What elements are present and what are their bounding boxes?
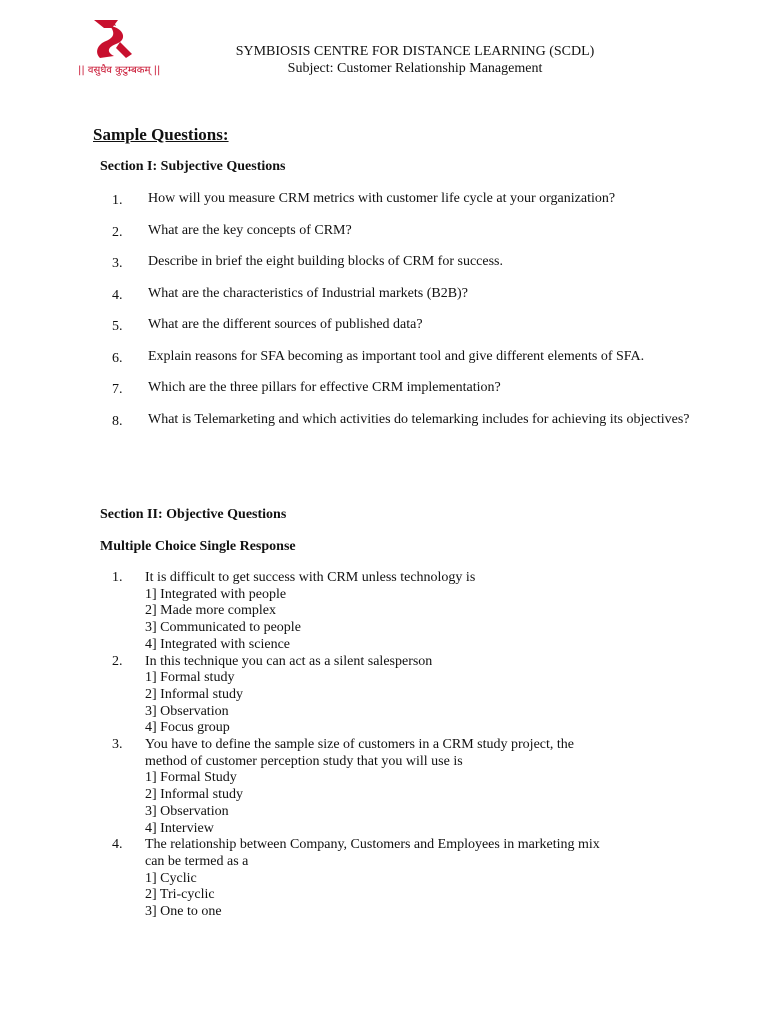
answer-option: 1] Cyclic <box>145 870 197 886</box>
question-text: You have to define the sample size of customers in a CRM study project, the <box>145 737 574 753</box>
question-number: 1. <box>112 193 123 208</box>
answer-option: 3] Communicated to people <box>145 620 301 636</box>
question-text: Which are the three pillars for effective CRM implementation? <box>148 380 501 395</box>
question-number: 7. <box>112 382 123 397</box>
question-number: 6. <box>112 350 123 366</box>
question-number: 4. <box>112 287 123 303</box>
question-text: The relationship between Company, Customers and Employees in marketing mix <box>145 837 600 853</box>
subject-line: Subject: Customer Relationship Management <box>287 61 543 76</box>
question-number: 3. <box>112 256 123 271</box>
symbiosis-logo <box>78 18 161 78</box>
question-text: How will you measure CRM metrics with customer life cycle at your organization? <box>148 191 616 206</box>
question-text: It is difficult to get success with CRM unless technology is <box>145 570 476 585</box>
answer-option: 2] Informal study <box>145 787 243 803</box>
list-item <box>100 222 720 239</box>
logo-motto: || वसुधैव कुटुम्बकम् || <box>78 65 161 76</box>
answer-option: 3] One to one <box>145 904 222 920</box>
section-2-subtitle: Multiple Choice Single Response <box>100 539 296 554</box>
answer-option: 2] Informal study <box>145 686 243 702</box>
question-number: 2. <box>112 653 123 669</box>
question-number: 2. <box>112 224 123 240</box>
answer-option: 4] Focus group <box>145 720 230 736</box>
answer-option: 1] Integrated with people <box>145 586 287 602</box>
answer-option: 1] Formal Study <box>145 770 237 786</box>
list-item <box>100 348 720 365</box>
question-text: can be termed as a <box>145 853 249 869</box>
question-number: 3. <box>112 737 123 753</box>
answer-option: 2] Made more complex <box>145 603 277 619</box>
question-number: 1. <box>112 570 123 585</box>
logo-emblem-icon <box>90 18 136 60</box>
question-text: What are the characteristics of Industrial markets (B2B)? <box>148 285 468 301</box>
question-number: 4. <box>112 837 123 853</box>
list-item <box>100 411 720 428</box>
objective-question-list <box>100 570 720 921</box>
question-number: 8. <box>112 413 123 429</box>
list-item <box>100 379 720 396</box>
question-text: Describe in brief the eight building blocks of CRM for success. <box>148 254 503 269</box>
list-item <box>100 654 720 738</box>
list-item <box>100 737 720 837</box>
list-item <box>100 837 720 921</box>
answer-option: 2] Tri-cyclic <box>145 887 215 903</box>
subjective-question-list <box>100 190 720 442</box>
question-text: Explain reasons for SFA becoming as important tool and give different elements of SFA. <box>148 348 645 364</box>
institution-name: SYMBIOSIS CENTRE FOR DISTANCE LEARNING (SCDL) <box>235 44 595 59</box>
question-number: 5. <box>112 319 123 334</box>
list-item <box>100 253 720 270</box>
list-item <box>100 285 720 302</box>
question-text: What are the key concepts of CRM? <box>148 222 352 238</box>
answer-option: 1] Formal study <box>145 670 235 686</box>
section-1-title: Section I: Subjective Questions <box>100 159 286 174</box>
page-title: Sample Questions: <box>93 125 229 144</box>
question-text: What are the different sources of published data? <box>148 317 423 332</box>
section-2-title: Section II: Objective Questions <box>100 507 287 522</box>
answer-option: 4] Integrated with science <box>145 636 290 652</box>
answer-option: 3] Observation <box>145 803 229 819</box>
answer-option: 3] Observation <box>145 703 229 719</box>
question-text: In this technique you can act as a silent salesperson <box>145 653 433 669</box>
question-text: method of customer perception study that you will use is <box>145 753 463 769</box>
list-item <box>100 316 720 333</box>
list-item <box>100 190 720 207</box>
answer-option: 4] Interview <box>145 820 214 836</box>
question-text: What is Telemarketing and which activities do telemarking includes for achieving its objectives? <box>148 411 690 427</box>
list-item <box>100 570 720 654</box>
document-header <box>160 43 670 77</box>
